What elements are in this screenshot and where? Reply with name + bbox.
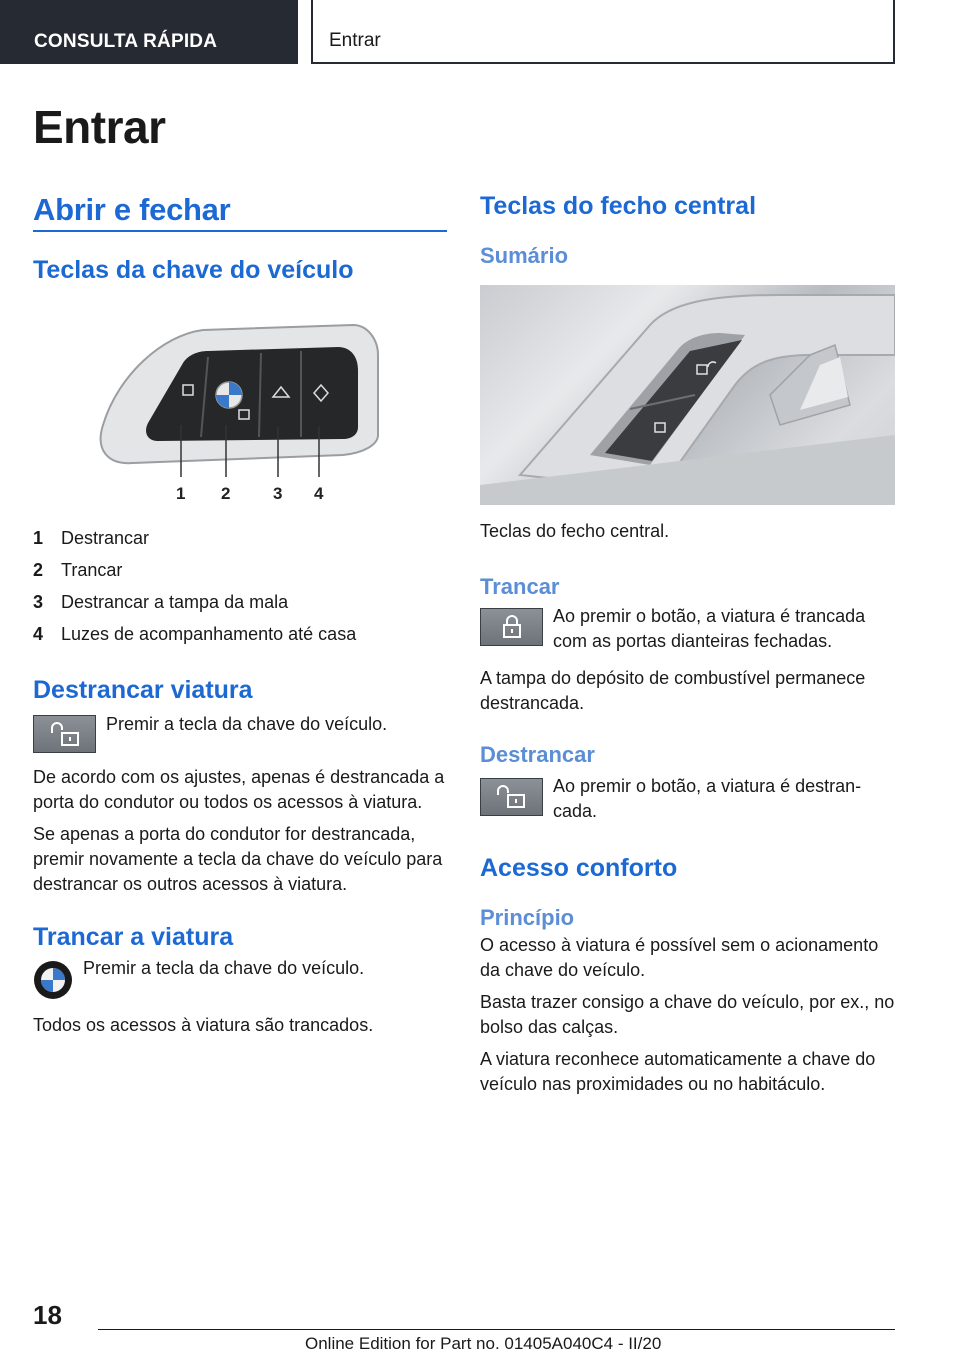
heading-central-locking: Teclas do fecho central bbox=[480, 192, 757, 220]
unlock-paragraph-2: Se apenas a porta do condutor for destrancada, premir novamente a tecla da chave do veículo para destrancar os outros acessos à viatura. bbox=[33, 824, 443, 894]
list-text: Destrancar a tampa da mala bbox=[61, 592, 289, 612]
page-number: 18 bbox=[33, 1300, 62, 1330]
photo-caption: Teclas do fecho central. bbox=[480, 521, 670, 541]
bmw-logo-icon bbox=[33, 960, 73, 1000]
unlock-icon bbox=[494, 785, 530, 809]
key-label-2: 2 bbox=[221, 484, 231, 503]
heading-open-close: Abrir e fechar bbox=[33, 192, 447, 232]
heading-comfort-access: Acesso conforto bbox=[480, 854, 678, 882]
list-item bbox=[33, 618, 447, 650]
unlock-key-instruction-text: Premir a tecla da chave do veículo. bbox=[106, 714, 388, 734]
list-item bbox=[33, 522, 447, 554]
header-section-tab: CONSULTA RÁPIDA bbox=[0, 0, 298, 64]
unlock-button-instruction-text: Ao premir o botão, a viatura é destrancada. bbox=[553, 776, 862, 821]
unlock-icon bbox=[48, 721, 82, 747]
door-handle-illustration bbox=[480, 285, 895, 505]
list-text: Luzes de acompanhamento até casa bbox=[61, 624, 357, 644]
lock-key-instruction bbox=[33, 960, 447, 1000]
footer-edition: Online Edition for Part no. 01405A040C4 - II/20 bbox=[305, 1334, 662, 1353]
list-item bbox=[33, 554, 447, 586]
lock-button-instruction bbox=[480, 608, 895, 654]
lock-key-instruction-text: Premir a tecla da chave do veículo. bbox=[83, 958, 365, 978]
footer-divider bbox=[98, 1329, 895, 1330]
key-label-4: 4 bbox=[314, 484, 324, 503]
comfort-paragraph-2: Basta trazer consigo a chave do veículo, por ex., no bolso das calças. bbox=[480, 992, 895, 1037]
comfort-paragraph-3: A viatura reconhece automaticamente a chave do veículo nas proximidades ou no habitáculo. bbox=[480, 1049, 876, 1094]
list-number: 4 bbox=[33, 624, 44, 644]
header-chapter-tab: Entrar bbox=[311, 0, 895, 64]
key-label-1: 1 bbox=[176, 484, 186, 503]
heading-unlock-vehicle: Destrancar viatura bbox=[33, 676, 253, 704]
heading-summary: Sumário bbox=[480, 243, 569, 268]
list-number: 2 bbox=[33, 560, 44, 580]
unlock-paragraph-1: De acordo com os ajustes, apenas é destrancada a porta do condutor ou todos os acessos à viatura. bbox=[33, 767, 445, 812]
key-button-list bbox=[33, 522, 447, 650]
heading-principle: Princípio bbox=[480, 905, 575, 930]
central-locking-photo bbox=[480, 285, 895, 505]
lock-button-image bbox=[480, 608, 543, 646]
unlock-button-image bbox=[480, 778, 543, 816]
heading-unlock: Destrancar bbox=[480, 742, 595, 767]
page-title: Entrar bbox=[33, 101, 166, 153]
list-text: Destrancar bbox=[61, 528, 150, 548]
unlock-button-instruction bbox=[480, 778, 895, 824]
unlock-button-image bbox=[33, 715, 96, 753]
lock-icon bbox=[502, 615, 522, 639]
left-column bbox=[33, 192, 447, 1038]
heading-key-buttons: Teclas da chave do veículo bbox=[33, 256, 354, 284]
list-number: 1 bbox=[33, 528, 44, 548]
list-number: 3 bbox=[33, 592, 44, 612]
list-text: Trancar bbox=[61, 560, 123, 580]
comfort-paragraph-1: O acesso à viatura é possível sem o acionamento da chave do veículo. bbox=[480, 935, 879, 980]
list-item bbox=[33, 586, 447, 618]
lock-paragraph: A tampa do depósito de combustível permanece destrancada. bbox=[480, 668, 866, 713]
key-label-3: 3 bbox=[273, 484, 283, 503]
lock-button-instruction-text: Ao premir o botão, a viatura é trancada com as portas dianteiras fechadas. bbox=[553, 606, 866, 651]
lock-paragraph-1: Todos os acessos à viatura são trancados. bbox=[33, 1015, 374, 1035]
right-column bbox=[480, 192, 895, 1097]
vehicle-key-illustration bbox=[33, 315, 447, 505]
heading-lock: Trancar bbox=[480, 574, 560, 599]
unlock-key-instruction bbox=[33, 715, 447, 753]
heading-lock-vehicle: Trancar a viatura bbox=[33, 923, 234, 951]
